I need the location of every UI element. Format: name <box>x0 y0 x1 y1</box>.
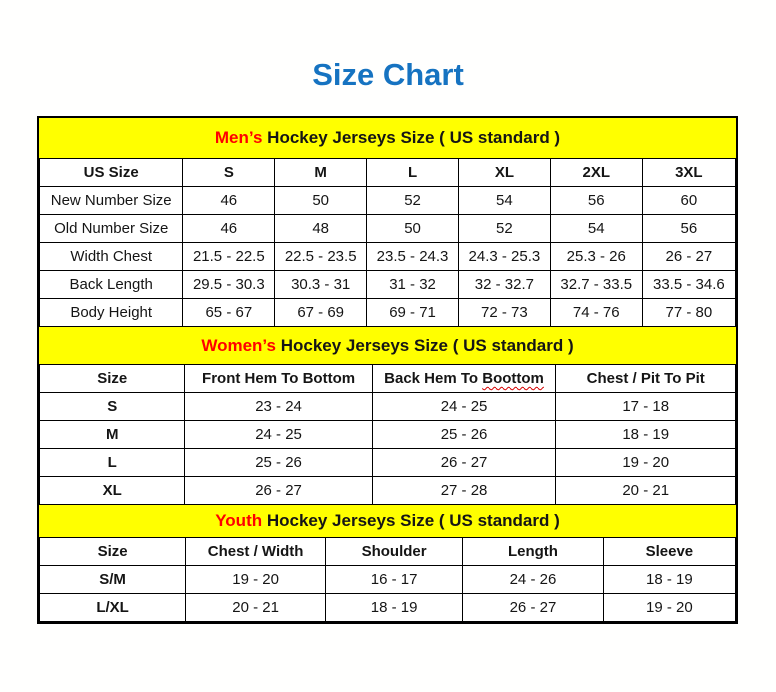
column-header: XL <box>458 159 550 187</box>
youth-label-rest: Hockey Jerseys Size ( US standard ) <box>266 511 560 530</box>
womens-section-header <box>39 327 736 364</box>
page-title: Size Chart <box>312 57 464 92</box>
table-cell: 56 <box>642 215 735 243</box>
row-label: S/M <box>40 566 186 594</box>
table-cell: 52 <box>458 215 550 243</box>
column-header: Length <box>463 538 604 566</box>
womens-label-rest: Hockey Jerseys Size ( US standard ) <box>280 336 574 355</box>
table-row <box>40 393 736 421</box>
table-cell: 20 - 21 <box>186 594 326 622</box>
table-cell: 48 <box>275 215 367 243</box>
table-cell: 33.5 - 34.6 <box>642 271 735 299</box>
table-cell: 46 <box>183 187 275 215</box>
table-row <box>40 449 736 477</box>
column-header: Size <box>40 538 186 566</box>
table-row <box>40 477 736 505</box>
table-cell: 23.5 - 24.3 <box>367 243 459 271</box>
table-cell: 24 - 26 <box>463 566 604 594</box>
table-cell: 54 <box>550 215 642 243</box>
row-label: New Number Size <box>40 187 183 215</box>
table-cell: 67 - 69 <box>275 299 367 327</box>
table-row <box>40 187 736 215</box>
table-cell: 74 - 76 <box>550 299 642 327</box>
table-cell: 24 - 25 <box>372 393 556 421</box>
table-cell: 23 - 24 <box>185 393 372 421</box>
column-header: Chest / Width <box>186 538 326 566</box>
column-header: Chest / Pit To Pit <box>556 365 736 393</box>
mens-label-rest: Hockey Jerseys Size ( US standard ) <box>267 128 561 147</box>
table-cell: 24.3 - 25.3 <box>458 243 550 271</box>
table-row <box>40 594 736 622</box>
table-header-row <box>40 365 736 393</box>
table-cell: 60 <box>642 187 735 215</box>
column-header: 2XL <box>550 159 642 187</box>
row-label: XL <box>40 477 185 505</box>
column-header: US Size <box>40 159 183 187</box>
table-cell: 46 <box>183 215 275 243</box>
table-cell: 19 - 20 <box>556 449 736 477</box>
table-row <box>40 215 736 243</box>
table-cell: 50 <box>367 215 459 243</box>
column-header: Shoulder <box>326 538 463 566</box>
table-header-row <box>40 159 736 187</box>
table-cell: 26 - 27 <box>185 477 372 505</box>
table-row <box>40 243 736 271</box>
size-chart <box>37 116 738 624</box>
column-header: 3XL <box>642 159 735 187</box>
row-label: Back Length <box>40 271 183 299</box>
table-cell: 26 - 27 <box>642 243 735 271</box>
table-cell: 19 - 20 <box>603 594 735 622</box>
womens-label-highlight: Women’s <box>201 336 276 355</box>
table-cell: 50 <box>275 187 367 215</box>
table-cell: 32 - 32.7 <box>458 271 550 299</box>
table-cell: 25 - 26 <box>185 449 372 477</box>
table-header-row <box>40 538 736 566</box>
column-header-text: Back Hem To <box>384 370 479 387</box>
column-header: S <box>183 159 275 187</box>
column-header: Size <box>40 365 185 393</box>
table-cell: 31 - 32 <box>367 271 459 299</box>
misspelled-word: Boottom <box>482 370 544 387</box>
table-cell: 19 - 20 <box>186 566 326 594</box>
mens-section-header <box>39 118 736 158</box>
table-cell: 54 <box>458 187 550 215</box>
column-header: Sleeve <box>603 538 735 566</box>
mens-label-highlight: Men’s <box>214 128 263 147</box>
table-row <box>40 299 736 327</box>
table-cell: 16 - 17 <box>326 566 463 594</box>
table-cell: 69 - 71 <box>367 299 459 327</box>
column-header: Front Hem To Bottom <box>185 365 372 393</box>
table-cell: 52 <box>367 187 459 215</box>
row-label: L <box>40 449 185 477</box>
column-header <box>372 365 556 393</box>
table-cell: 72 - 73 <box>458 299 550 327</box>
column-header: L <box>367 159 459 187</box>
table-cell: 26 - 27 <box>463 594 604 622</box>
table-cell: 27 - 28 <box>372 477 556 505</box>
table-cell: 18 - 19 <box>603 566 735 594</box>
table-cell: 26 - 27 <box>372 449 556 477</box>
table-cell: 30.3 - 31 <box>275 271 367 299</box>
mens-size-table <box>39 158 736 327</box>
row-label: Width Chest <box>40 243 183 271</box>
table-cell: 77 - 80 <box>642 299 735 327</box>
table-cell: 18 - 19 <box>326 594 463 622</box>
table-cell: 29.5 - 30.3 <box>183 271 275 299</box>
youth-section-header <box>39 505 736 537</box>
table-cell: 21.5 - 22.5 <box>183 243 275 271</box>
table-cell: 22.5 - 23.5 <box>275 243 367 271</box>
table-cell: 17 - 18 <box>556 393 736 421</box>
row-label: M <box>40 421 185 449</box>
table-row <box>40 566 736 594</box>
table-cell: 20 - 21 <box>556 477 736 505</box>
row-label: S <box>40 393 185 421</box>
table-cell: 18 - 19 <box>556 421 736 449</box>
row-label: Old Number Size <box>40 215 183 243</box>
table-row <box>40 421 736 449</box>
column-header: M <box>275 159 367 187</box>
row-label: L/XL <box>40 594 186 622</box>
row-label: Body Height <box>40 299 183 327</box>
table-cell: 25.3 - 26 <box>550 243 642 271</box>
table-cell: 56 <box>550 187 642 215</box>
table-cell: 24 - 25 <box>185 421 372 449</box>
youth-size-table <box>39 537 736 622</box>
youth-label-highlight: Youth <box>215 511 263 530</box>
table-row <box>40 271 736 299</box>
table-cell: 65 - 67 <box>183 299 275 327</box>
table-cell: 25 - 26 <box>372 421 556 449</box>
table-cell: 32.7 - 33.5 <box>550 271 642 299</box>
womens-size-table <box>39 364 736 505</box>
